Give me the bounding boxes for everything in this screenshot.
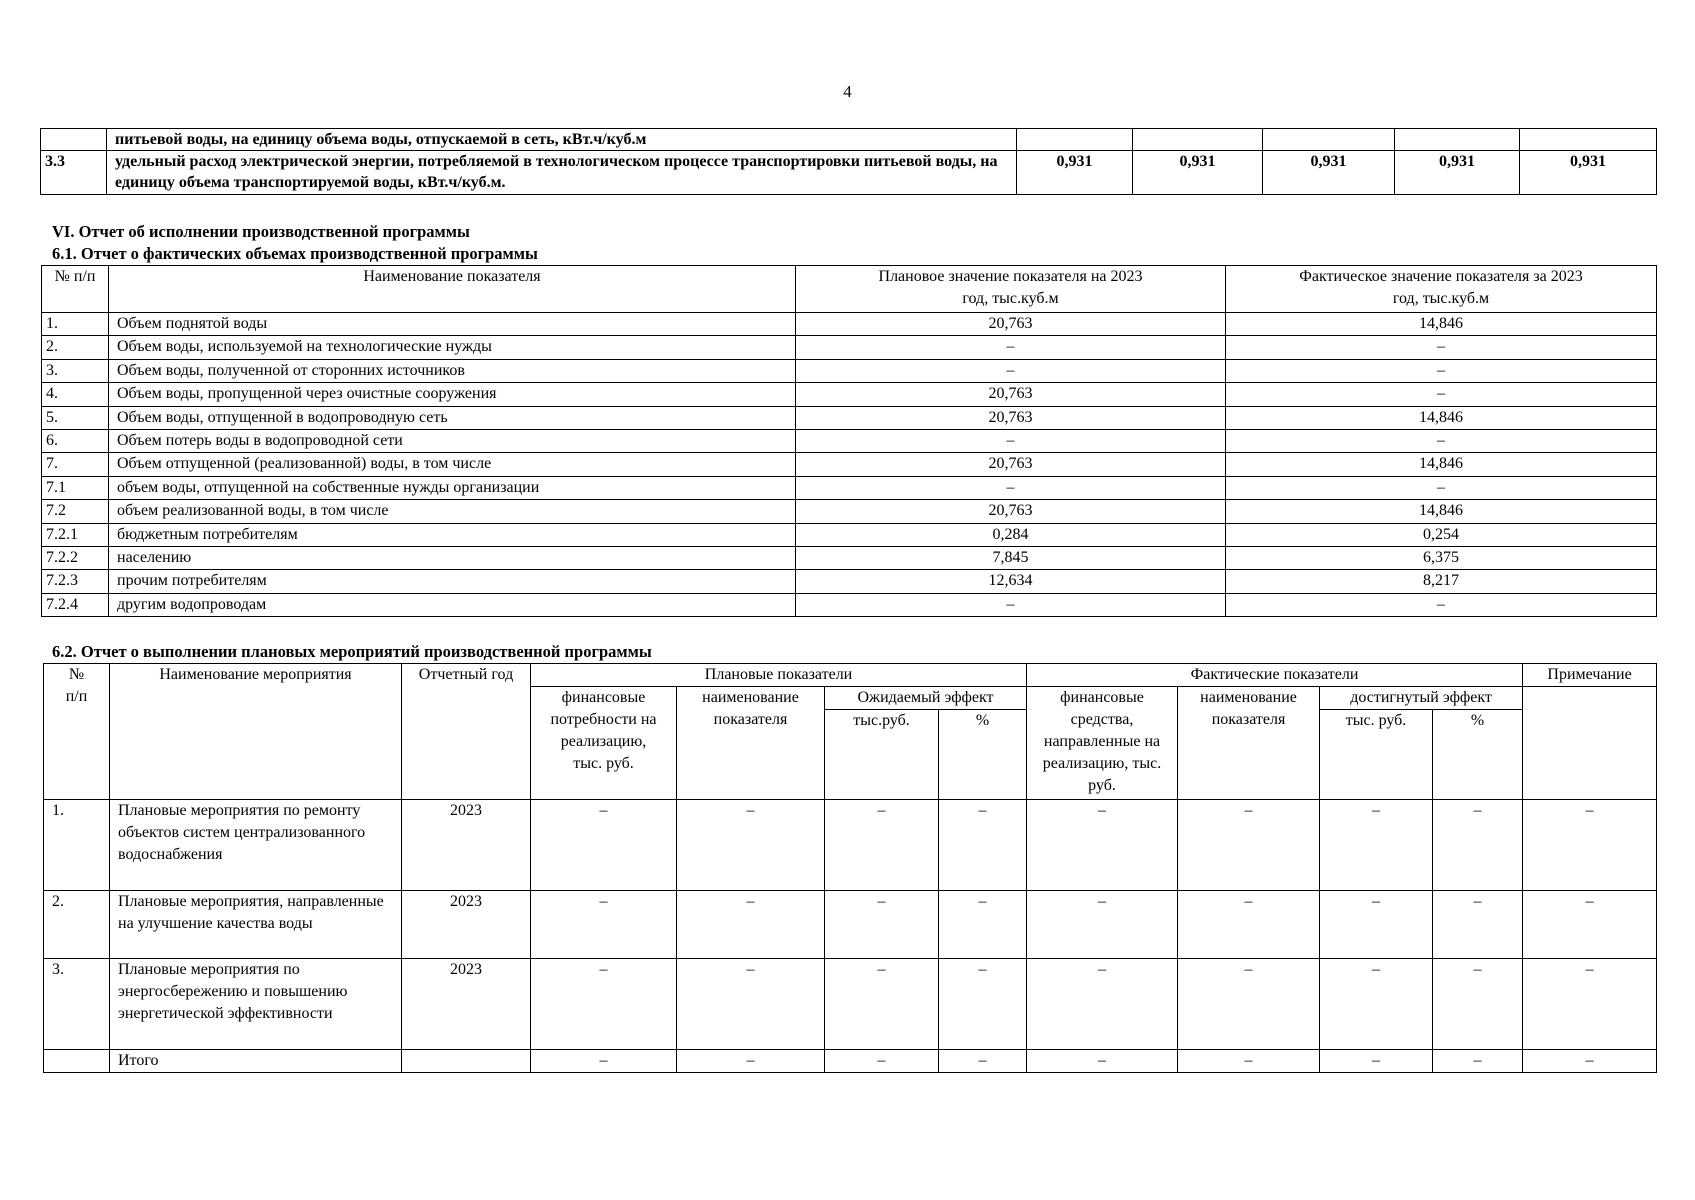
- subsection-title-6-1: 6.1. Отчет о фактических объемах производственной программы: [52, 244, 538, 263]
- row-number: 2.: [44, 891, 110, 959]
- row-number: 2.: [42, 336, 109, 359]
- header-plan: Плановое значение показателя на 2023 год, тыс.куб.м: [796, 266, 1226, 313]
- row-number: 7.2: [42, 500, 109, 523]
- table-row: [41, 129, 1657, 151]
- row-plan: 20,763: [796, 453, 1226, 476]
- header-plan-rub: тыс.руб.: [825, 710, 939, 800]
- header-name: Наименование показателя: [109, 266, 796, 313]
- row-value: –: [825, 959, 939, 1050]
- table-row: [42, 546, 1657, 569]
- row-fact: 8,217: [1226, 570, 1657, 593]
- row-name: Объем отпущенной (реализованной) воды, в том числе: [109, 453, 796, 476]
- row-plan: 20,763: [796, 383, 1226, 406]
- row-year: 2023: [402, 959, 531, 1050]
- row-name: Объем поднятой воды: [109, 313, 796, 336]
- table-row: [42, 313, 1657, 336]
- row-name: Объем воды, отпущенной в водопроводную сеть: [109, 406, 796, 429]
- header-fact-effect: достигнутый эффект: [1320, 687, 1523, 710]
- row-plan: –: [796, 359, 1226, 382]
- row-value: –: [1433, 1050, 1523, 1073]
- row-value: –: [531, 891, 677, 959]
- row-plan: –: [796, 476, 1226, 499]
- row-text: удельный расход электрической энергии, потребляемой в технологическом процессе транспортировки питьевой воды, на единицу объема транспортируемой воды, кВт.ч/куб.м.: [107, 151, 1017, 195]
- row-name: Плановые мероприятия, направленные на улучшение качества воды: [110, 891, 402, 959]
- row-value: –: [1178, 800, 1320, 891]
- table-row: [42, 359, 1657, 382]
- header-fact-rub: тыс. руб.: [1320, 710, 1433, 800]
- header-plan-effect: Ожидаемый эффект: [825, 687, 1027, 710]
- row-plan: –: [796, 336, 1226, 359]
- row-number: 7.1: [42, 476, 109, 499]
- row-fact: 14,846: [1226, 406, 1657, 429]
- row-value: –: [1433, 891, 1523, 959]
- row-name: объем реализованной воды, в том числе: [109, 500, 796, 523]
- row-plan: 7,845: [796, 546, 1226, 569]
- energy-consumption-table: [40, 128, 1657, 195]
- row-number: 7.2.2: [42, 546, 109, 569]
- row-value: –: [677, 800, 825, 891]
- table-row: [42, 453, 1657, 476]
- row-value: –: [1523, 959, 1657, 1050]
- table-row: [42, 383, 1657, 406]
- row-number: 7.: [42, 453, 109, 476]
- row-value: –: [939, 959, 1027, 1050]
- row-name: Объем воды, пропущенной через очистные сооружения: [109, 383, 796, 406]
- row-value: –: [825, 800, 939, 891]
- row-fact: –: [1226, 359, 1657, 382]
- row-number: 3.: [42, 359, 109, 382]
- table-row: [44, 800, 1657, 891]
- row-value: –: [531, 800, 677, 891]
- row-fact: 0,254: [1226, 523, 1657, 546]
- row-number: 6.: [42, 429, 109, 452]
- row-name: Объем воды, полученной от сторонних источников: [109, 359, 796, 382]
- row-name: Объем воды, используемой на технологические нужды: [109, 336, 796, 359]
- row-year: 2023: [402, 891, 531, 959]
- row-fact: –: [1226, 336, 1657, 359]
- row-value: –: [531, 1050, 677, 1073]
- row-name: бюджетным потребителям: [109, 523, 796, 546]
- row-value: –: [1320, 959, 1433, 1050]
- row-fact: 14,846: [1226, 500, 1657, 523]
- header-plan-ind: наименование показателя: [677, 687, 825, 800]
- row-number: 3.: [44, 959, 110, 1050]
- row-fact: 14,846: [1226, 453, 1657, 476]
- header-num: № п/п: [44, 664, 110, 800]
- row-name: Плановые мероприятия по энергосбережению и повышению энергетической эффективности: [110, 959, 402, 1050]
- row-name: населению: [109, 546, 796, 569]
- header-fact-fin: финансовые средства, направленные на реализацию, тыс. руб.: [1027, 687, 1178, 800]
- row-name: прочим потребителям: [109, 570, 796, 593]
- table-row: [42, 429, 1657, 452]
- row-value: –: [825, 891, 939, 959]
- production-volumes-table: [41, 265, 1657, 617]
- header-name: Наименование мероприятия: [110, 664, 402, 800]
- table-row: [42, 523, 1657, 546]
- row-fact: –: [1226, 383, 1657, 406]
- row-number: 3.3: [41, 151, 107, 195]
- row-fact: 6,375: [1226, 546, 1657, 569]
- row-plan: 20,763: [796, 313, 1226, 336]
- row-number: 5.: [42, 406, 109, 429]
- page-number: 4: [843, 82, 852, 101]
- row-value: –: [1523, 891, 1657, 959]
- row-value: –: [1320, 1050, 1433, 1073]
- header-fact-pct: %: [1433, 710, 1523, 800]
- row-name: Объем потерь воды в водопроводной сети: [109, 429, 796, 452]
- header-plan-fin: финансовые потребности на реализацию, тыс. руб.: [531, 687, 677, 800]
- header-year: Отчетный год: [402, 664, 531, 800]
- planned-measures-table: [43, 663, 1657, 1073]
- row-year: [402, 1050, 531, 1073]
- row-value: –: [825, 1050, 939, 1073]
- row-name: Плановые мероприятия по ремонту объектов систем централизованного водоснабжения: [110, 800, 402, 891]
- header-plan-pct: %: [939, 710, 1027, 800]
- header-note: Примечание: [1523, 664, 1657, 687]
- row-value: –: [1320, 891, 1433, 959]
- row-value: –: [1523, 800, 1657, 891]
- row-text: питьевой воды, на единицу объема воды, отпускаемой в сеть, кВт.ч/куб.м: [107, 129, 1017, 151]
- row-value: –: [1027, 1050, 1178, 1073]
- row-year: 2023: [402, 800, 531, 891]
- row-value: –: [939, 800, 1027, 891]
- row-number: 4.: [42, 383, 109, 406]
- row-number: 1.: [44, 800, 110, 891]
- row-fact: –: [1226, 476, 1657, 499]
- row-plan: 0,284: [796, 523, 1226, 546]
- row-value: –: [1178, 959, 1320, 1050]
- row-name: Итого: [110, 1050, 402, 1073]
- row-plan: 20,763: [796, 406, 1226, 429]
- row-value: –: [939, 891, 1027, 959]
- row-value: –: [1433, 959, 1523, 1050]
- header-fact-ind: наименование показателя: [1178, 687, 1320, 800]
- row-number: 1.: [42, 313, 109, 336]
- row-number: 7.2.3: [42, 570, 109, 593]
- section-title: VI. Отчет об исполнении производственной программы: [52, 222, 470, 241]
- table-row: [44, 891, 1657, 959]
- row-value: –: [1523, 1050, 1657, 1073]
- row-value: –: [939, 1050, 1027, 1073]
- table-row: [42, 593, 1657, 616]
- row-plan: 12,634: [796, 570, 1226, 593]
- row-name: другим водопроводам: [109, 593, 796, 616]
- header-plan-group: Плановые показатели: [531, 664, 1027, 687]
- table-row: 3.3 удельный расход электрической энергии, потребляемой в технологическом процессе транспортировки питьевой воды, на единицу объема транспортируемой воды, кВт.ч/куб.м. 0,931 0,931 0,931 0,931 0,931: [41, 151, 1657, 195]
- table-row: [42, 406, 1657, 429]
- row-value: –: [1320, 800, 1433, 891]
- row-number: [44, 1050, 110, 1073]
- subsection-title-6-2: 6.2. Отчет о выполнении плановых мероприятий производственной программы: [52, 642, 652, 661]
- row-value: –: [1178, 1050, 1320, 1073]
- row-value: –: [1433, 800, 1523, 891]
- row-plan: 20,763: [796, 500, 1226, 523]
- row-value: –: [1027, 959, 1178, 1050]
- row-value: –: [677, 1050, 825, 1073]
- row-value: –: [677, 891, 825, 959]
- row-plan: –: [796, 429, 1226, 452]
- row-fact: 14,846: [1226, 313, 1657, 336]
- row-plan: –: [796, 593, 1226, 616]
- table-row: [44, 959, 1657, 1050]
- row-number: 7.2.4: [42, 593, 109, 616]
- row-number: [41, 129, 107, 151]
- table-header-row: [42, 266, 1657, 313]
- row-value: –: [1027, 800, 1178, 891]
- header-fact-group: Фактические показатели: [1027, 664, 1523, 687]
- table-row: [42, 476, 1657, 499]
- row-number: 7.2.1: [42, 523, 109, 546]
- table-row: [42, 336, 1657, 359]
- row-value: –: [1178, 891, 1320, 959]
- header-num: № п/п: [42, 266, 109, 313]
- table-row: [44, 1050, 1657, 1073]
- row-value: –: [1027, 891, 1178, 959]
- row-name: объем воды, отпущенной на собственные нужды организации: [109, 476, 796, 499]
- header-fact: Фактическое значение показателя за 2023 год, тыс.куб.м: [1226, 266, 1657, 313]
- row-value: –: [531, 959, 677, 1050]
- row-fact: –: [1226, 593, 1657, 616]
- row-fact: –: [1226, 429, 1657, 452]
- table-row: [42, 570, 1657, 593]
- table-row: [42, 500, 1657, 523]
- table-header-row: [44, 664, 1657, 687]
- row-value: –: [677, 959, 825, 1050]
